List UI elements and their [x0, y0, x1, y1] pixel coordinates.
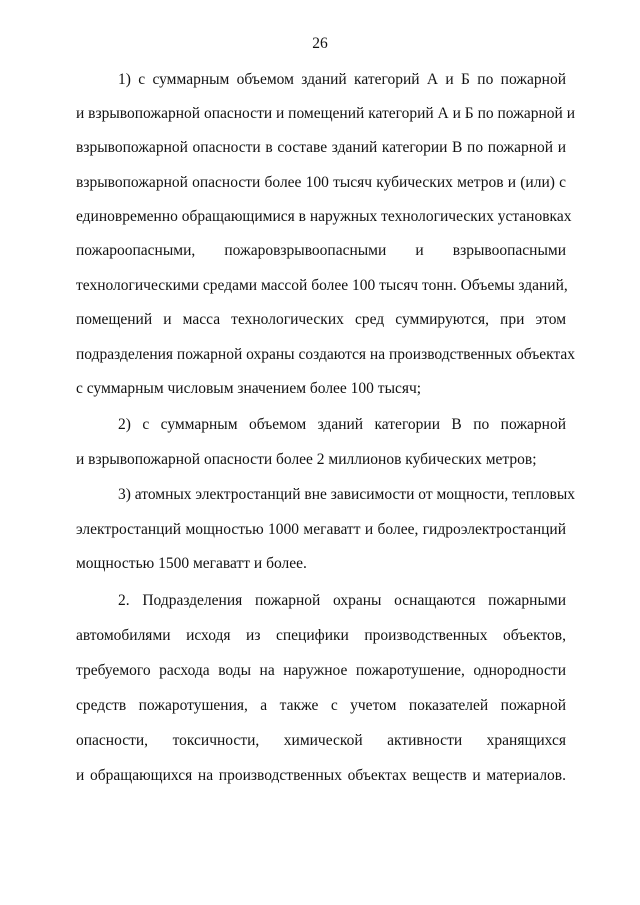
paragraph-1-line-2: и взрывопожарной опасности и помещений категорий А и Б по пожарной и	[76, 105, 575, 122]
page-number: 26	[312, 35, 328, 52]
paragraph-3-line-3: мощностью 1500 мегаватт и более.	[76, 555, 307, 572]
paragraph-1-line-4: взрывопожарной опасности более 100 тысяч кубических метров и (или) с	[76, 174, 566, 191]
paragraph-1-line-1: 1) с суммарным объемом зданий категорий А и Б по пожарной	[118, 71, 566, 88]
paragraph-1-line-9: подразделения пожарной охраны создаются на производственных объектах	[76, 346, 576, 363]
paragraph-4-line-6: и обращающихся на производственных объектах веществ и материалов.	[76, 767, 566, 784]
paragraph-4-line-5: опасности, токсичности, химической активности хранящихся	[76, 732, 566, 749]
paragraph-2-line-2: и взрывопожарной опасности более 2 миллионов кубических метров;	[76, 451, 537, 468]
paragraph-1-line-6: пожароопасными, пожаровзрывоопасными и взрывоопасными	[76, 242, 566, 259]
paragraph-1-line-8: помещений и масса технологических сред суммируются, при этом	[76, 311, 566, 328]
paragraph-1-line-5: единовременно обращающимися в наружных технологических установках	[76, 208, 572, 225]
paragraph-4-line-2: автомобилями исходя из специфики производственных объектов,	[76, 627, 566, 644]
paragraph-1-line-3: взрывопожарной опасности в составе зданий категории В по пожарной и	[76, 139, 566, 156]
paragraph-2-line-1: 2) с суммарным объемом зданий категории В по пожарной	[118, 416, 566, 433]
paragraph-3-line-1: 3) атомных электростанций вне зависимости от мощности, тепловых	[118, 486, 576, 503]
paragraph-3-line-2: электростанций мощностью 1000 мегаватт и более, гидроэлектростанций	[76, 521, 566, 538]
paragraph-4-line-3: требуемого расхода воды на наружное пожаротушение, однородности	[76, 662, 566, 679]
paragraph-4-line-1: 2. Подразделения пожарной охраны оснащаются пожарными	[118, 592, 566, 609]
paragraph-1-line-10: с суммарным числовым значением более 100 тысяч;	[76, 380, 422, 397]
paragraph-1-line-7: технологическими средами массой более 100 тысяч тонн. Объемы зданий,	[76, 277, 568, 294]
paragraph-4-line-4: средств пожаротушения, а также с учетом показателей пожарной	[76, 697, 566, 714]
